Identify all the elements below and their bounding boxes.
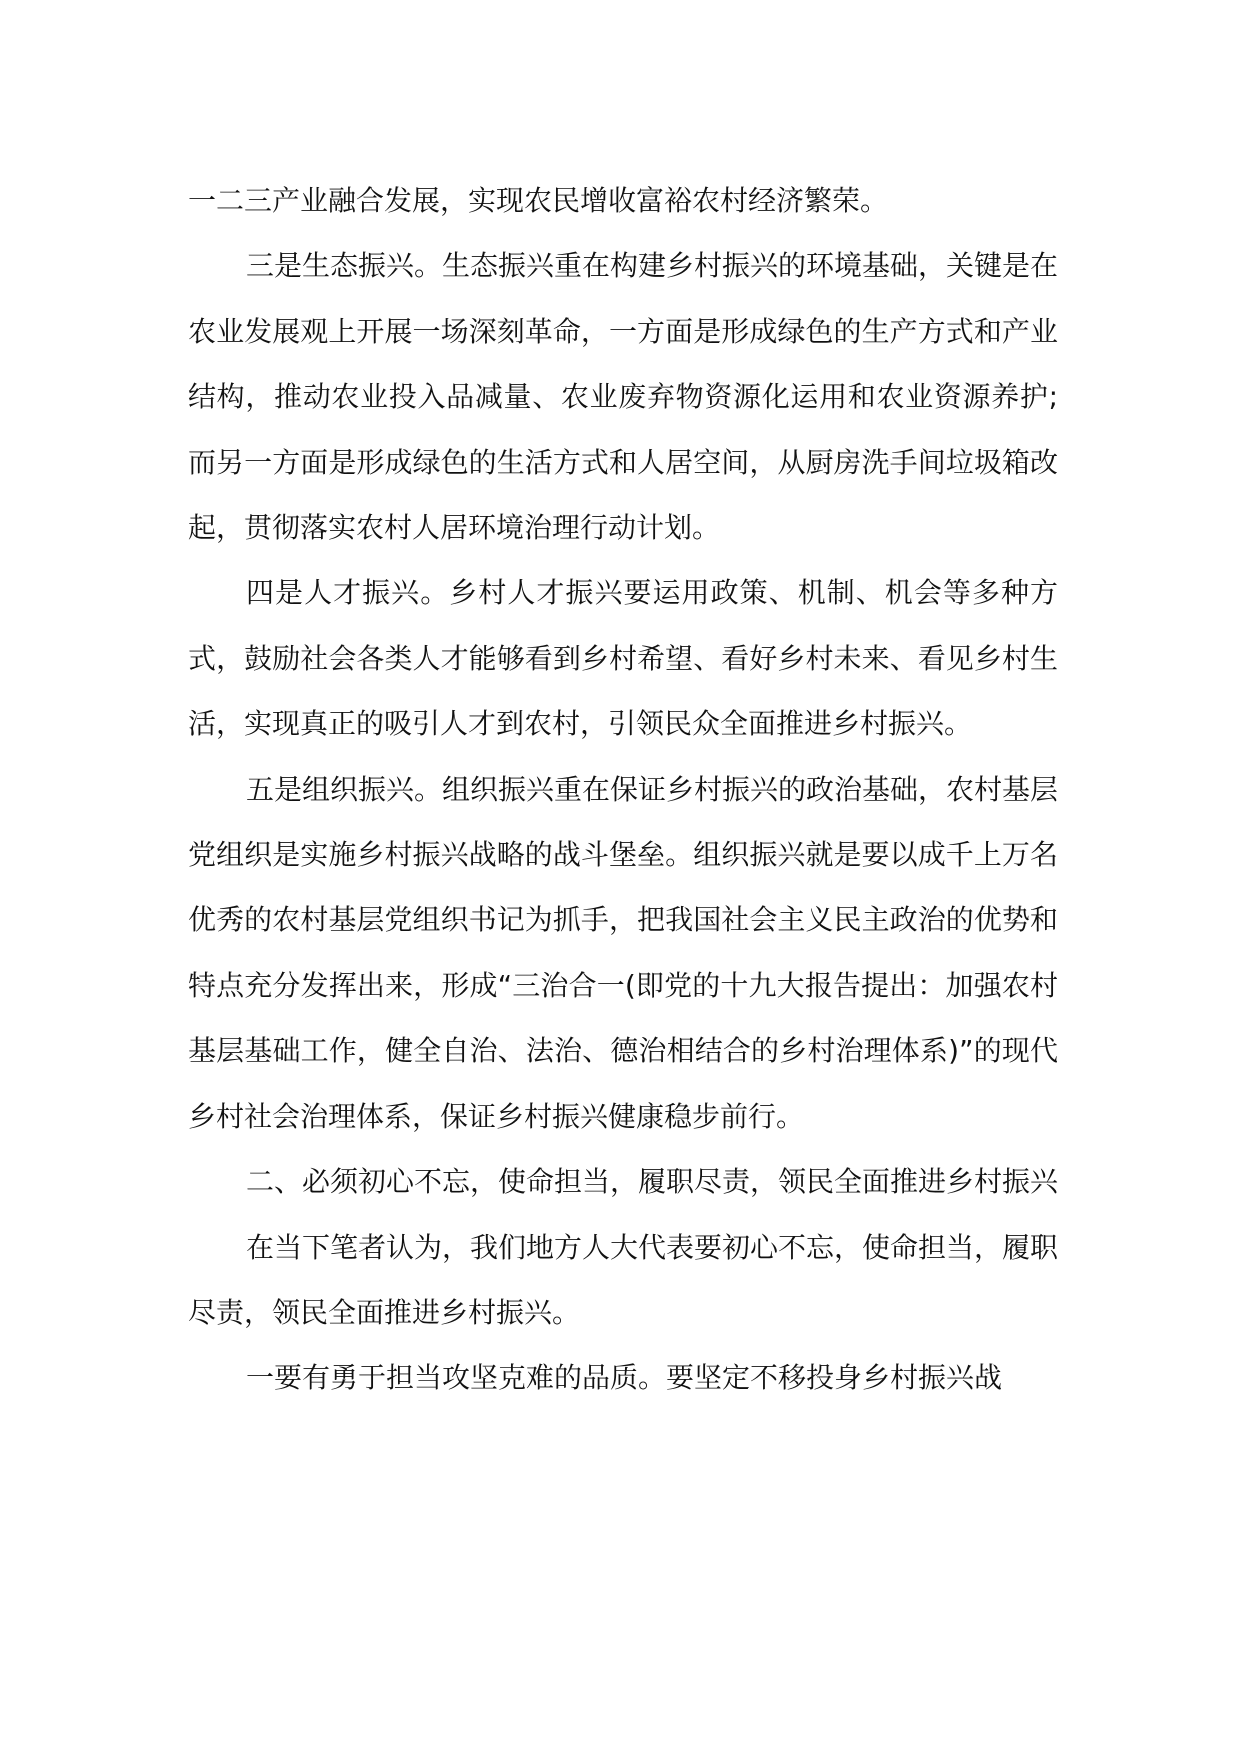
document-body [188, 168, 1058, 1411]
paragraph-2: 三是生态振兴。生态振兴重在构建乡村振兴的环境基础，关键是在农业发展观上开展一场深刻革命，一方面是形成绿色的生产方式和产业结构，推动农业投入品减量、农业废弃物资源化运用和农业资源养护;而另一方面是形成绿色的生活方式和人居空间，从厨房洗手间垃圾箱改起，贯彻落实农村人居环境治理行动计划。 [188, 249, 1059, 545]
paragraph-5: 在当下笔者认为，我们地方人大代表要初心不忘，使命担当，履职尽责，领民全面推进乡村振兴。 [188, 1230, 1059, 1329]
paragraph-3: 四是人才振兴。乡村人才振兴要运用政策、机制、机会等多种方式，鼓励社会各类人才能够看到乡村希望、看好乡村未来、看见乡村生活，实现真正的吸引人才到农村，引领民众全面推进乡村振兴。 [188, 576, 1058, 741]
paragraph-1: 一二三产业融合发展，实现农民增收富裕农村经济繁荣。 [188, 184, 889, 217]
section-heading-2: 二、必须初心不忘，使命担当，履职尽责，领民全面推进乡村振兴 [246, 1165, 1059, 1199]
paragraph-6: 一要有勇于担当攻坚克难的品质。要坚定不移投身乡村振兴战 [246, 1361, 1003, 1395]
paragraph-4: 五是组织振兴。组织振兴重在保证乡村振兴的政治基础，农村基层党组织是实施乡村振兴战略的战斗堡垒。组织振兴就是要以成千上万名优秀的农村基层党组织书记为抓手，把我国社会主义民主政治的优势和特点充分发挥出来，形成“三治合一(即党的十九大报告提出：加强农村基层基础工作，健全自治、法治、德治相结合的乡村治理体系)”的现代乡村社会治理体系，保证乡村振兴健康稳步前行。 [188, 772, 1059, 1133]
